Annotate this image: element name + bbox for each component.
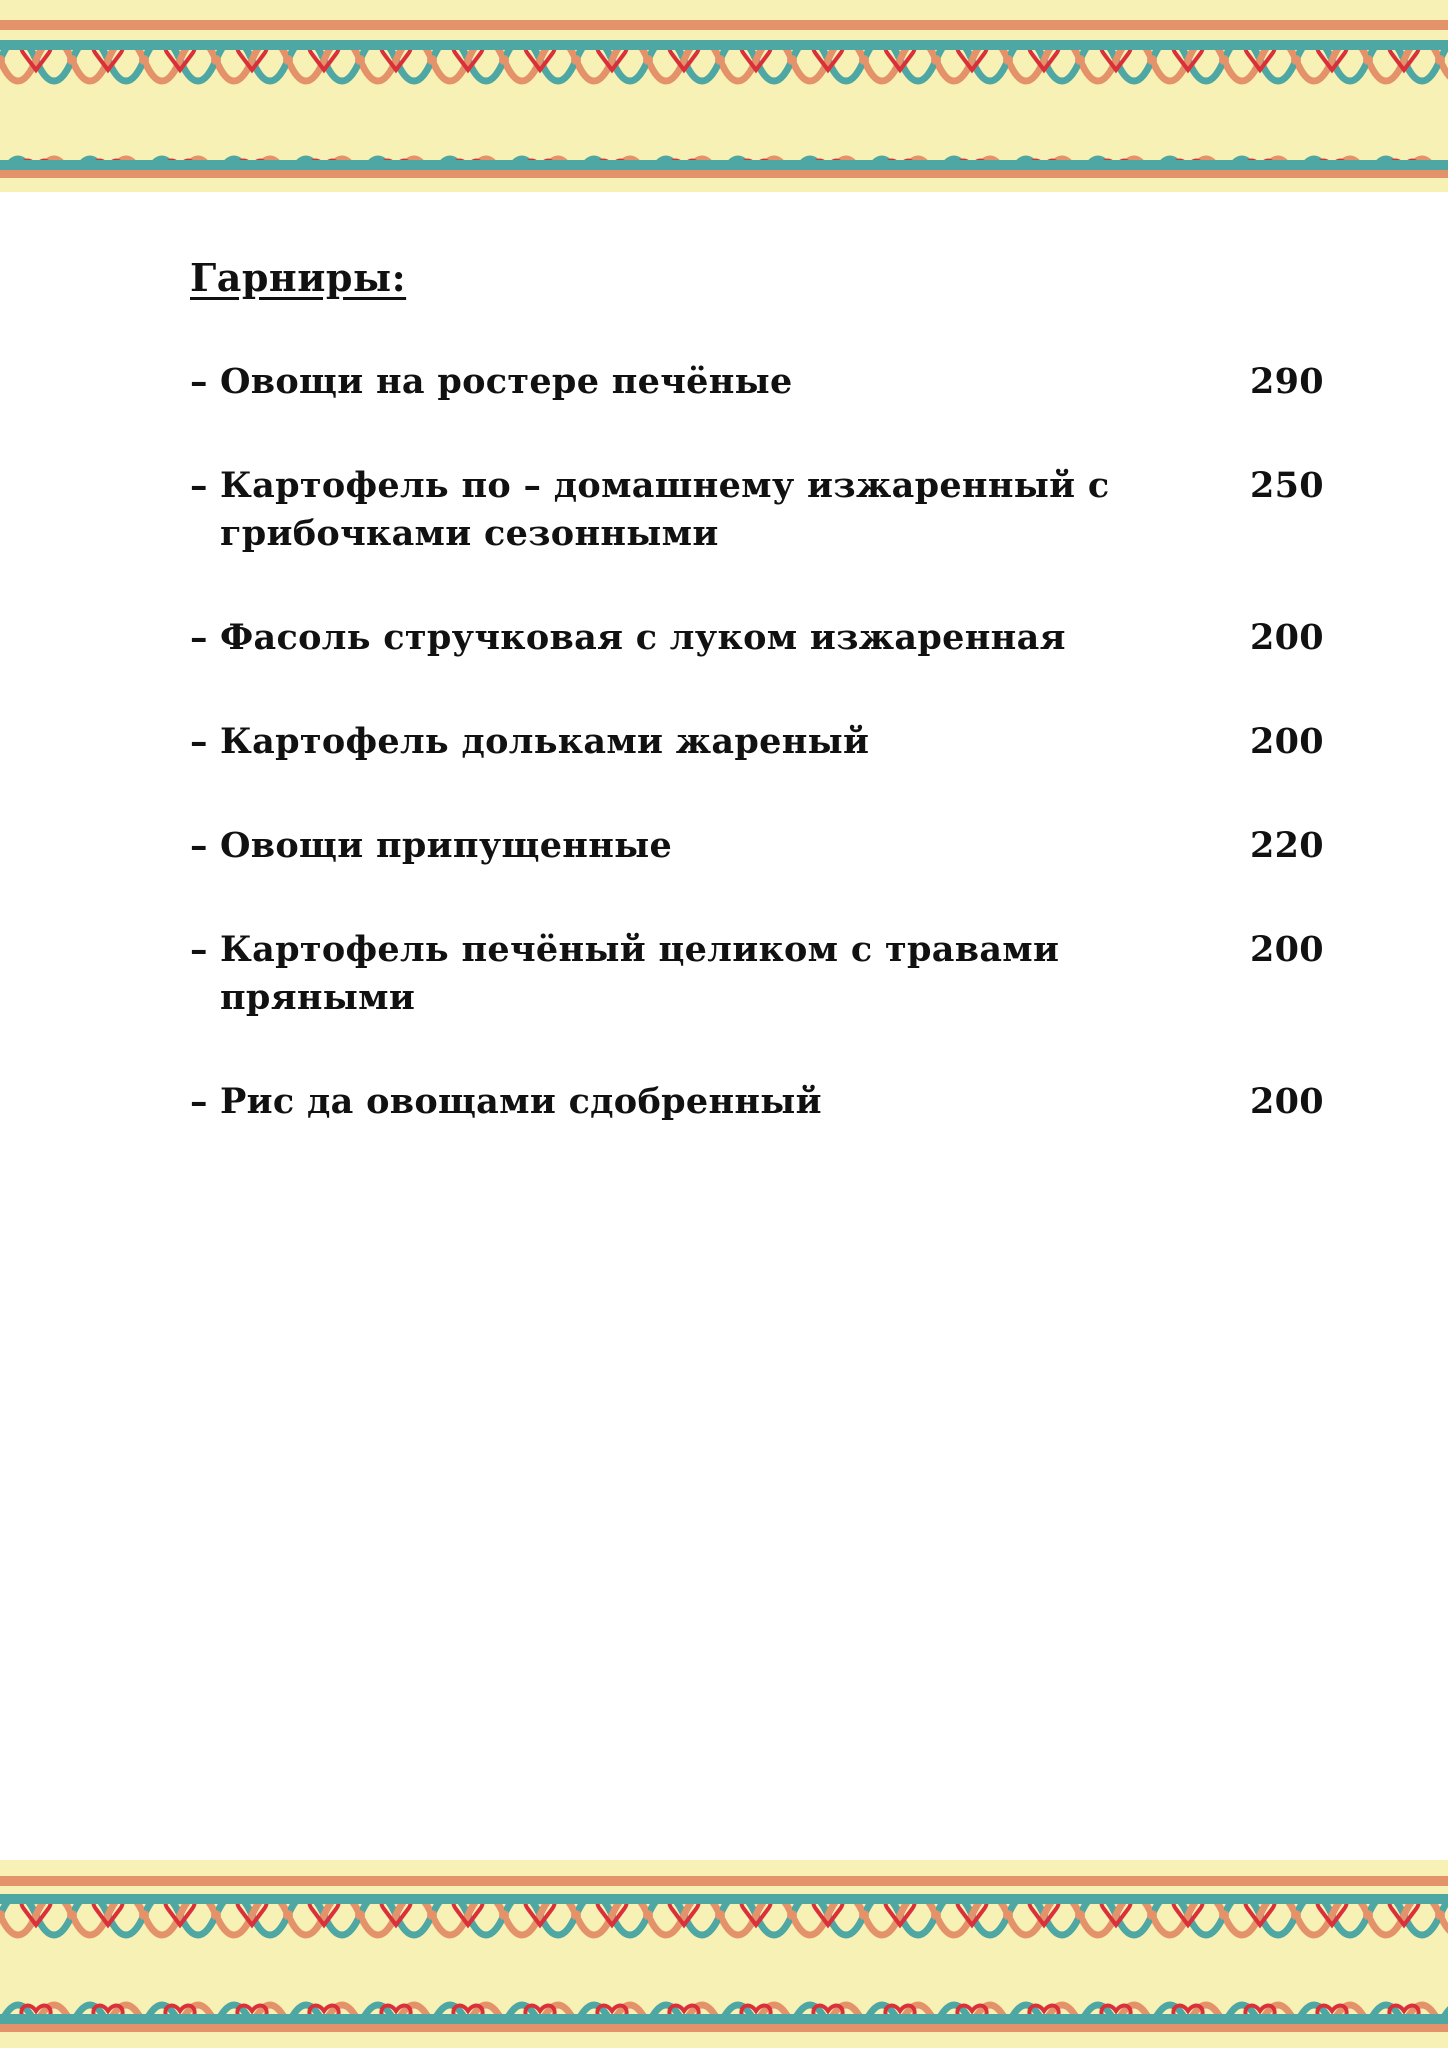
item-dash: – [190,929,208,970]
menu-item [190,926,1340,1022]
item-name: Картофель по – домашнему изжаренный с грибочками сезонными [220,465,1110,554]
menu-item [190,1078,1340,1126]
item-dash: – [190,465,208,506]
menu-list [190,358,1340,1126]
ornamental-border-bottom [0,1860,1448,2048]
menu-item [190,718,1340,766]
item-dash: – [190,617,208,658]
menu-item [190,358,1340,406]
item-dash: – [190,1081,208,1122]
item-name: Овощи припущенные [220,825,673,866]
item-name: Картофель дольками жареный [220,721,870,762]
item-dash: – [190,361,208,402]
menu-item [190,462,1340,558]
item-price: 200 [1250,929,1324,970]
item-name: Картофель печёный целиком с травами пряными [220,929,1060,1018]
item-dash: – [190,721,208,762]
item-name: Овощи на ростере печёные [220,361,793,402]
item-price: 220 [1250,825,1324,866]
item-name: Фасоль стручковая с луком изжаренная [220,617,1066,658]
item-price: 200 [1250,721,1324,762]
menu-item [190,822,1340,870]
item-name: Рис да овощами сдобренный [220,1081,822,1122]
menu-item [190,614,1340,662]
menu-section [190,255,1340,1182]
item-price: 250 [1250,465,1324,506]
item-dash: – [190,825,208,866]
menu-title: Гарниры: [190,255,407,300]
item-price: 290 [1250,361,1324,402]
item-price: 200 [1250,617,1324,658]
ornamental-border-top [0,0,1448,195]
item-price: 200 [1250,1081,1324,1122]
